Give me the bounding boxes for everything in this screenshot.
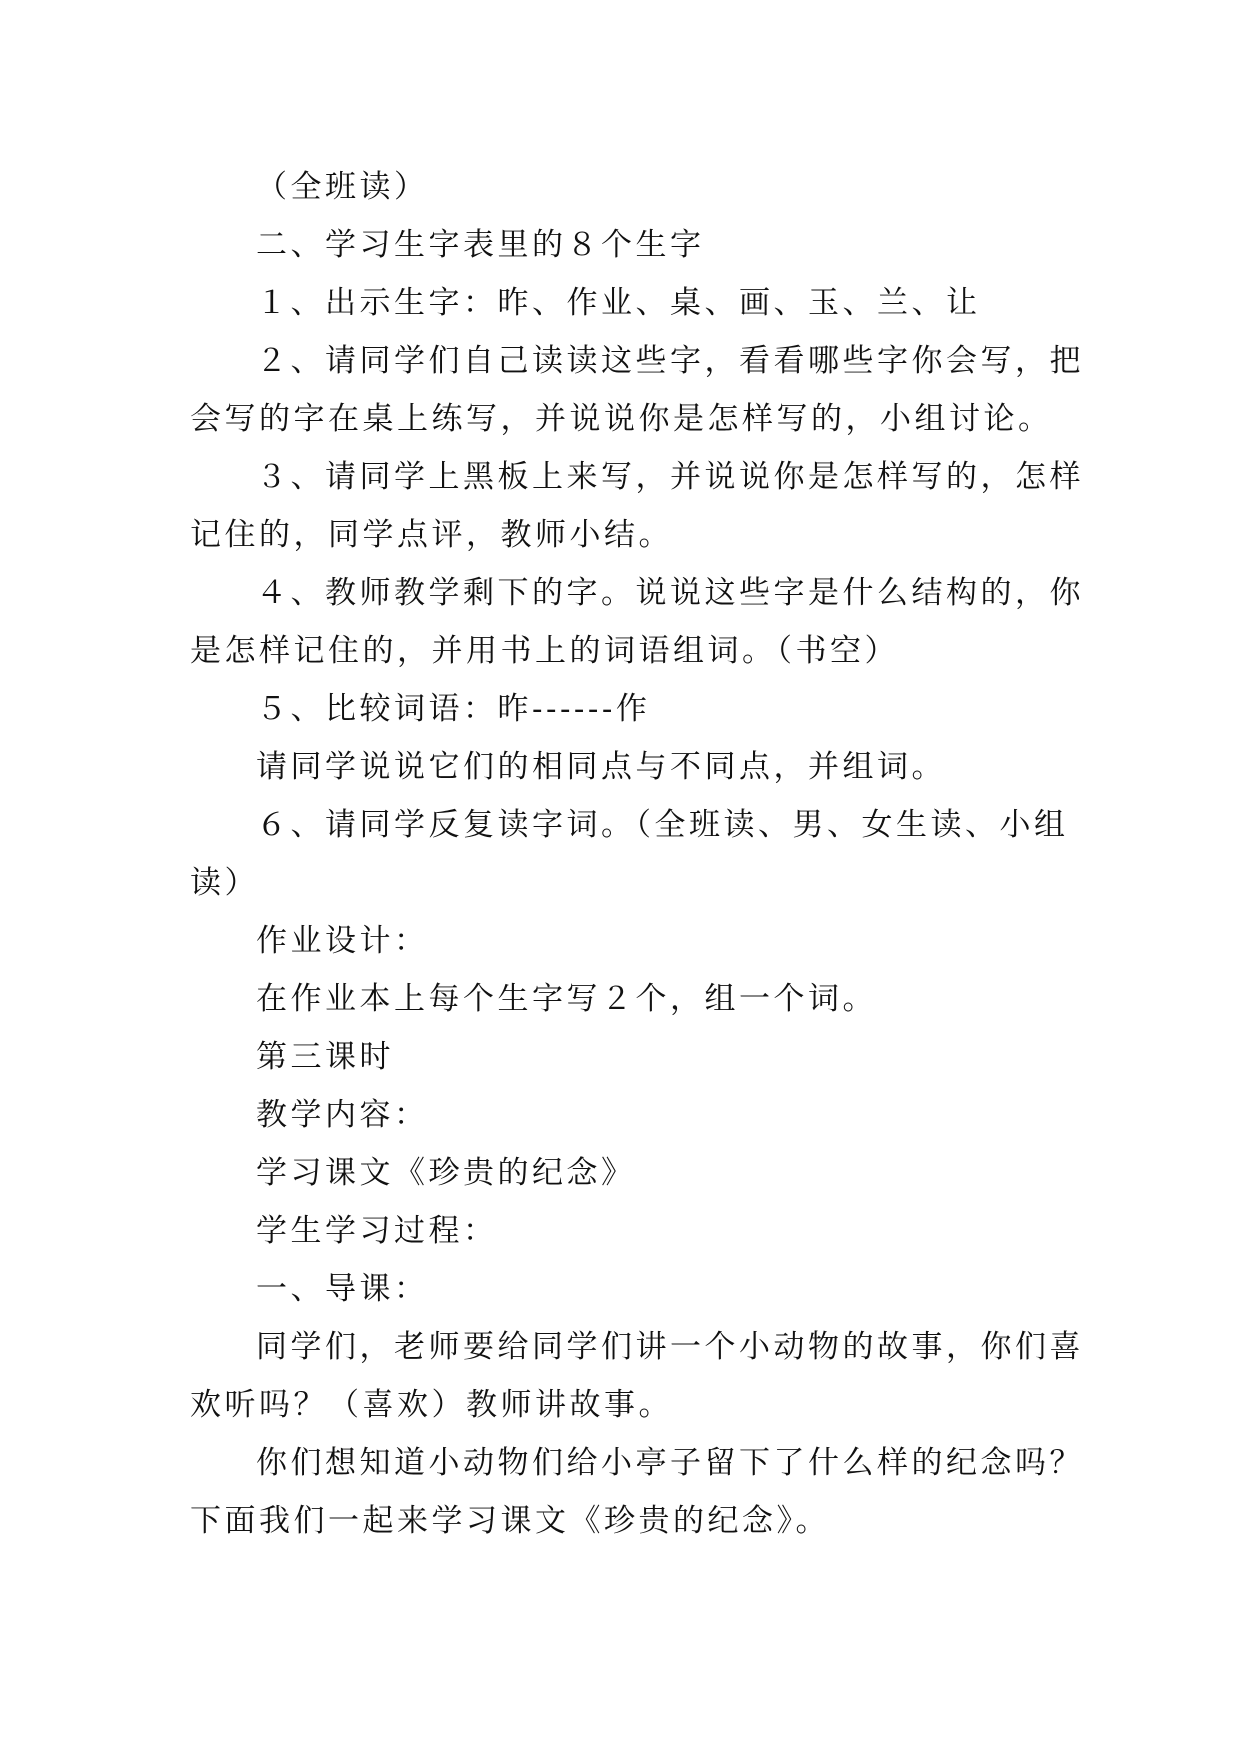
text-line: 学习课文《珍贵的纪念》 bbox=[256, 1155, 636, 1191]
section-heading: 一、导课： bbox=[256, 1271, 429, 1307]
text-line: 在作业本上每个生字写２个，组一个词。 bbox=[256, 981, 877, 1017]
section-heading: 第三课时 bbox=[256, 1039, 394, 1075]
text-line: 记住的，同学点评，教师小结。 bbox=[190, 517, 673, 553]
section-heading: 教学内容： bbox=[256, 1097, 429, 1133]
text-line: 同学们，老师要给同学们讲一个小动物的故事，你们喜 bbox=[256, 1329, 1084, 1365]
section-heading: 学生学习过程： bbox=[256, 1213, 498, 1249]
page-body bbox=[190, 158, 1084, 1550]
text-line: ４、教师教学剩下的字。说说这些字是什么结构的，你 bbox=[256, 575, 1084, 611]
text-line: ２、请同学们自己读读这些字，看看哪些字你会写，把 bbox=[256, 343, 1084, 379]
text-line: 欢听吗？（喜欢）教师讲故事。 bbox=[190, 1387, 673, 1423]
text-line: 请同学说说它们的相同点与不同点，并组词。 bbox=[256, 749, 946, 785]
text-line: ５、比较词语：昨------作 bbox=[256, 691, 651, 727]
text-line: ３、请同学上黑板上来写，并说说你是怎样写的，怎样 bbox=[256, 459, 1084, 495]
section-heading: 作业设计： bbox=[256, 923, 429, 959]
text-line: 会写的字在桌上练写，并说说你是怎样写的，小组讨论。 bbox=[190, 401, 1053, 437]
text-line: 是怎样记住的，并用书上的词语组词。（书空） bbox=[190, 633, 899, 669]
text-line: （全班读） bbox=[256, 169, 429, 205]
text-line: ６、请同学反复读字词。（全班读、男、女生读、小组 bbox=[256, 807, 1069, 843]
text-line: 你们想知道小动物们给小亭子留下了什么样的纪念吗？ bbox=[256, 1445, 1084, 1481]
text-line: 下面我们一起来学习课文《珍贵的纪念》。 bbox=[190, 1503, 830, 1539]
text-line: 读） bbox=[190, 865, 259, 901]
text-line: １、出示生字：昨、作业、桌、画、玉、兰、让 bbox=[256, 285, 981, 321]
section-heading: 二、学习生字表里的８个生字 bbox=[256, 227, 705, 263]
